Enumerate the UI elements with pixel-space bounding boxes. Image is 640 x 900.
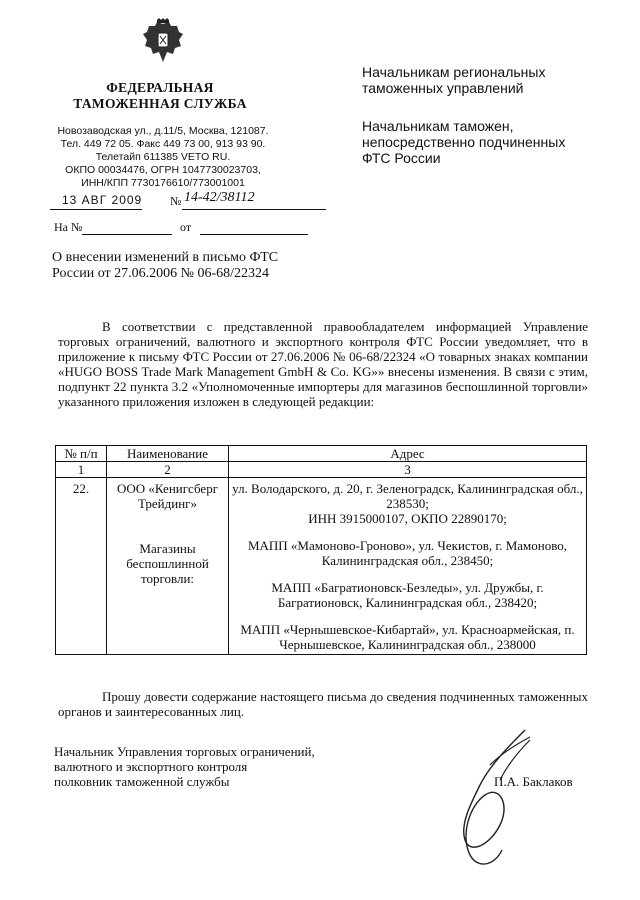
role-line: полковник таможенной службы	[54, 774, 230, 789]
tax-ids: ИНН 3915000107, ОКПО 22890170;	[308, 511, 507, 526]
company-name: ООО «Кенигсберг Трейдинг»	[116, 481, 219, 511]
importers-table	[55, 445, 587, 655]
store-address: МАПП «Мамоново-Гроново», ул. Чекистов, г. Мамоново, Калининградская обл., 238450;	[247, 538, 568, 568]
on-number-label: На №	[54, 220, 83, 234]
address-line: Тел. 449 72 05. Факс 449 73 00, 913 93 90.	[60, 138, 266, 150]
outgoing-registration	[50, 190, 310, 213]
store-address: МАПП «Багратионовск-Безледы», ул. Дружбы, г. Багратионовск, Калининградская обл., 238420;	[271, 580, 544, 610]
table-row	[56, 478, 587, 655]
address-text: ул. Володарского, д. 20, г. Зеленоградск, Калининградская обл., 238530;	[232, 481, 583, 511]
on-number-blank	[82, 234, 172, 235]
letterhead-address	[48, 125, 278, 190]
row-number: 22.	[56, 478, 107, 655]
org-name-line-1: ФЕДЕРАЛЬНАЯ	[106, 80, 214, 95]
from-blank	[200, 234, 308, 235]
stores-label: Магазины беспошлинной торговли:	[126, 541, 209, 586]
store-address: МАПП «Чернышевское-Кибартай», ул. Красноармейская, п. Чернышевское, Калининградская обл., 238000	[240, 622, 575, 652]
address-line: ИНН/КПП 7730176610/773001001	[81, 177, 245, 189]
address-line: Телетайп 611385 VETO RU.	[95, 151, 231, 163]
number-label: №	[170, 194, 182, 208]
company-address	[232, 481, 583, 526]
letter-subject: О внесении изменений в письмо ФТС России от 27.06.2006 № 06-68/22324	[52, 250, 279, 281]
recipient: Начальникам региональных таможенных управлений	[362, 64, 546, 96]
handwritten-signature	[430, 725, 540, 875]
address-line: ОКПО 00034476, ОГРН 1047730023703,	[65, 164, 261, 176]
recipients-block	[362, 64, 592, 188]
role-line: Начальник Управления торговых ограничений,	[54, 744, 315, 759]
coat-of-arms-emblem-icon	[141, 18, 185, 66]
from-label: от	[180, 220, 192, 234]
organization-name	[60, 80, 260, 112]
column-number: 2	[107, 462, 229, 478]
column-header: Наименование	[107, 446, 229, 462]
column-header: Адрес	[229, 446, 587, 462]
column-header: № п/п	[56, 446, 107, 462]
reference-line	[54, 220, 314, 240]
table-numbering-row	[56, 462, 587, 478]
role-line: валютного и экспортного контроля	[54, 759, 248, 774]
address-line: Новозаводская ул., д.11/5, Москва, 121087.	[57, 125, 269, 137]
date-underline	[50, 209, 142, 210]
row-name-cell	[107, 478, 229, 655]
signatory-role	[54, 744, 344, 789]
table-header-row	[56, 446, 587, 462]
letter-body: В соответствии с представленной правообладателем информацией Управление торговых ограничений, валютного и экспортного контроля ФТС России уведомляет, что в приложение к письму ФТС России от 27.06.2006 № 06-68/22324 «О товарных знаках компании «HUGO BOSS Trade Mark Management GmbH & Co. KG»» внесены изменения. В связи с этим, подпункт 22 пункта 3.2 «Уполномоченные импортеры для магазинов беспошлинной торговли» указанного приложения изложен в следующей редакции:	[58, 319, 588, 409]
recipient: Начальникам таможен, непосредственно подчиненных ФТС России	[362, 118, 566, 166]
row-address-cell	[229, 478, 587, 655]
column-number: 3	[229, 462, 587, 478]
outgoing-date-stamp: 13 АВГ 2009	[62, 193, 143, 207]
signatory-name: П.А. Баклаков	[494, 774, 573, 789]
closing-paragraph: Прошу довести содержание настоящего письма до сведения подчиненных таможенных органов и заинтересованных лиц.	[58, 689, 588, 719]
outgoing-number-handwritten: 14-42/38112	[184, 190, 255, 205]
number-underline	[182, 209, 326, 210]
column-number: 1	[56, 462, 107, 478]
org-name-line-2: ТАМОЖЕННАЯ СЛУЖБА	[73, 96, 247, 111]
